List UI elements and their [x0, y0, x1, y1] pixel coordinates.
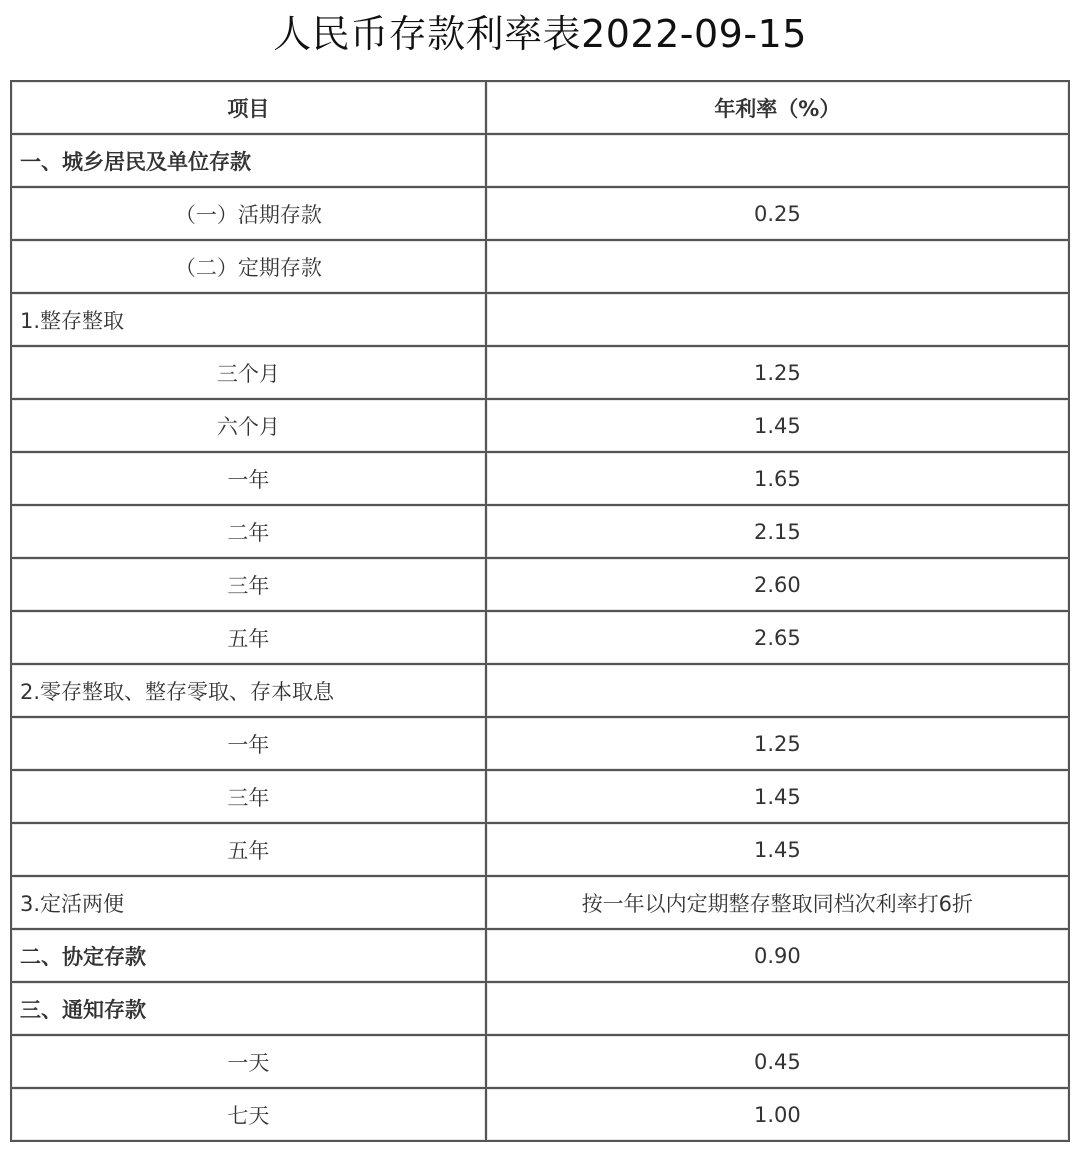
- row-rate-value: 1.45: [487, 771, 1070, 824]
- row-rate-value: 2.65: [487, 612, 1070, 665]
- table-row: [12, 347, 1070, 400]
- row-rate-value: [487, 241, 1070, 294]
- table-row: [12, 930, 1070, 983]
- row-item-label: 3.定活两便: [12, 877, 487, 930]
- table-row: [12, 612, 1070, 665]
- table-row: [12, 453, 1070, 506]
- row-item-label: 三年: [12, 771, 487, 824]
- row-item-label: 五年: [12, 824, 487, 877]
- row-item-label: 二年: [12, 506, 487, 559]
- table-row: [12, 400, 1070, 453]
- row-item-label: 五年: [12, 612, 487, 665]
- table-row: [12, 241, 1070, 294]
- row-item-label: 一年: [12, 453, 487, 506]
- row-rate-value: 1.25: [487, 347, 1070, 400]
- row-rate-value: [487, 983, 1070, 1036]
- row-item-label: 六个月: [12, 400, 487, 453]
- row-item-label: （一）活期存款: [12, 188, 487, 241]
- table-row: [12, 877, 1070, 930]
- table-row: [12, 506, 1070, 559]
- row-item-label: 二、协定存款: [12, 930, 487, 983]
- row-rate-value: 1.25: [487, 718, 1070, 771]
- row-item-label: 三个月: [12, 347, 487, 400]
- table-body: [12, 135, 1070, 1142]
- row-item-label: 一、城乡居民及单位存款: [12, 135, 487, 188]
- row-rate-value: [487, 294, 1070, 347]
- row-item-label: 1.整存整取: [12, 294, 487, 347]
- row-rate-value: 1.45: [487, 824, 1070, 877]
- table-row: [12, 559, 1070, 612]
- row-rate-value: [487, 665, 1070, 718]
- table-row: [12, 135, 1070, 188]
- table-row: [12, 824, 1070, 877]
- row-rate-value: 按一年以内定期整存整取同档次利率打6折: [487, 877, 1070, 930]
- table-row: [12, 771, 1070, 824]
- row-item-label: 一天: [12, 1036, 487, 1089]
- row-item-label: 一年: [12, 718, 487, 771]
- row-rate-value: [487, 135, 1070, 188]
- row-rate-value: 0.90: [487, 930, 1070, 983]
- row-rate-value: 2.60: [487, 559, 1070, 612]
- row-item-label: （二）定期存款: [12, 241, 487, 294]
- row-rate-value: 1.65: [487, 453, 1070, 506]
- table-row: [12, 1089, 1070, 1142]
- table-row: [12, 718, 1070, 771]
- table-header-row: [12, 82, 1070, 135]
- row-rate-value: 0.25: [487, 188, 1070, 241]
- row-item-label: 三年: [12, 559, 487, 612]
- header-rate: 年利率（%）: [487, 82, 1070, 135]
- deposit-rate-table: [10, 80, 1070, 1142]
- row-item-label: 2.零存整取、整存零取、存本取息: [12, 665, 487, 718]
- table-row: [12, 1036, 1070, 1089]
- row-rate-value: 2.15: [487, 506, 1070, 559]
- row-rate-value: 0.45: [487, 1036, 1070, 1089]
- row-item-label: 七天: [12, 1089, 487, 1142]
- table-row: [12, 665, 1070, 718]
- table-row: [12, 294, 1070, 347]
- row-item-label: 三、通知存款: [12, 983, 487, 1036]
- table-row: [12, 983, 1070, 1036]
- row-rate-value: 1.00: [487, 1089, 1070, 1142]
- page-title: 人民币存款利率表2022-09-15: [273, 12, 807, 56]
- row-rate-value: 1.45: [487, 400, 1070, 453]
- table-row: [12, 188, 1070, 241]
- header-item: 项目: [12, 82, 487, 135]
